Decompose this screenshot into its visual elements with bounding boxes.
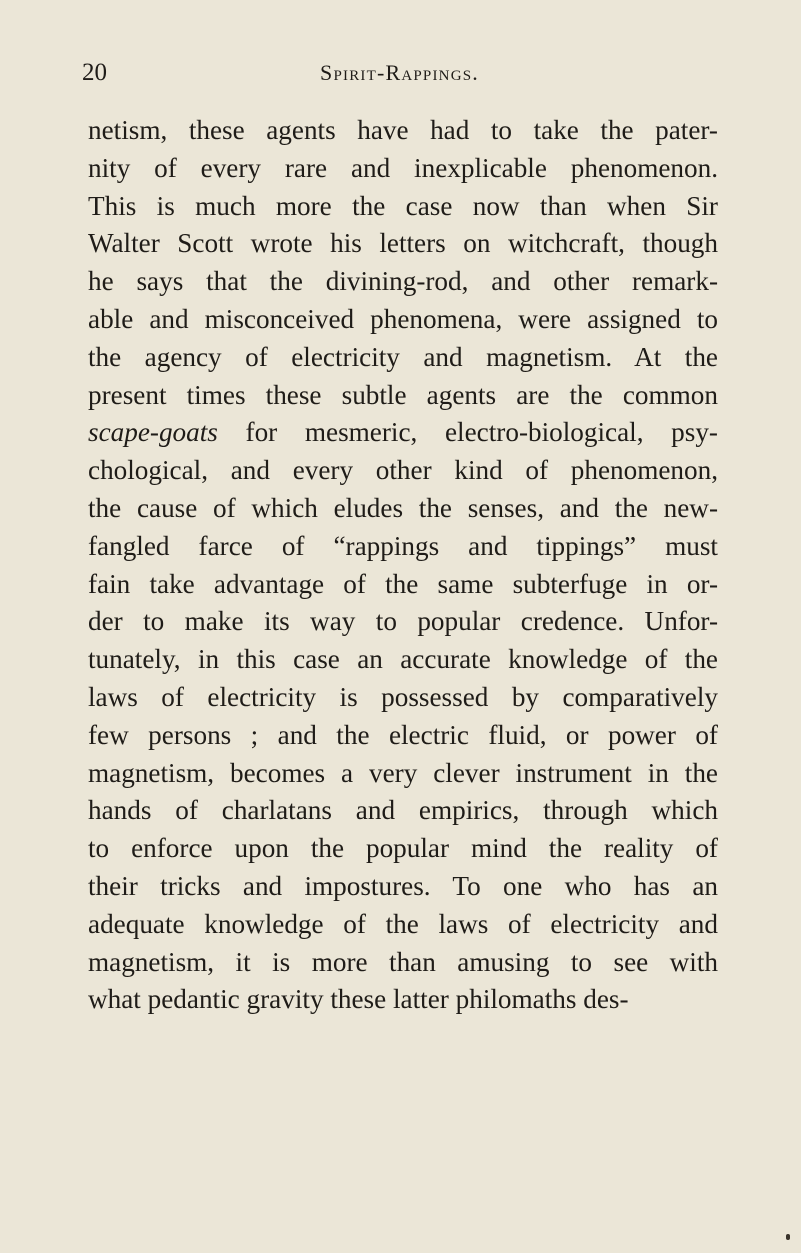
italic-phrase: scape-goats (88, 417, 218, 448)
text-line: netism, these agents have had to take the pater- (88, 115, 718, 145)
text-line: Walter Scott wrote his letters on witchcraft, though (88, 228, 718, 259)
text-line: fain take advantage of the same subterfuge in or- (88, 568, 718, 599)
text-line: able and misconceived phenomena, were assigned to (88, 303, 718, 334)
text-line-remainder: for mesmeric, electro-biological, psy- (217, 417, 718, 448)
text-line: magnetism, it is more than amusing to see with (88, 946, 718, 977)
text-line-with-italic (88, 414, 718, 452)
text-line: fangled farce of “rappings and tippings” must (88, 530, 718, 561)
paper-speck (786, 1234, 790, 1240)
text-line: the cause of which eludes the senses, and the new- (88, 492, 718, 523)
text-line: the agency of electricity and magnetism. At the (88, 341, 718, 372)
text-line: nity of every rare and inexplicable phenomenon. (88, 152, 718, 183)
body-text (88, 112, 718, 1019)
running-title: Spirit-Rappings. (320, 60, 479, 85)
text-line: adequate knowledge of the laws of electricity and (88, 908, 718, 939)
text-line: laws of electricity is possessed by comparatively (88, 681, 718, 712)
text-line: their tricks and impostures. To one who has an (88, 870, 718, 901)
page-number: 20 (82, 59, 107, 86)
text-line: chological, and every other kind of phenomenon, (88, 455, 718, 486)
running-head (82, 58, 717, 88)
text-line: This is much more the case now than when Sir (88, 190, 718, 221)
text-line: he says that the divining-rod, and other remark- (88, 266, 718, 297)
text-line: to enforce upon the popular mind the reality of (88, 833, 718, 864)
text-line: der to make its way to popular credence. Unfor- (88, 606, 718, 637)
text-line: few persons ; and the electric fluid, or power of (88, 719, 718, 750)
text-line: what pedantic gravity these latter philomaths des- (88, 984, 629, 1015)
text-line: tunately, in this case an accurate knowledge of the (88, 644, 718, 675)
text-line: present times these subtle agents are the common (88, 379, 718, 410)
text-line: hands of charlatans and empirics, through which (88, 795, 718, 826)
text-line: magnetism, becomes a very clever instrument in the (88, 757, 718, 788)
